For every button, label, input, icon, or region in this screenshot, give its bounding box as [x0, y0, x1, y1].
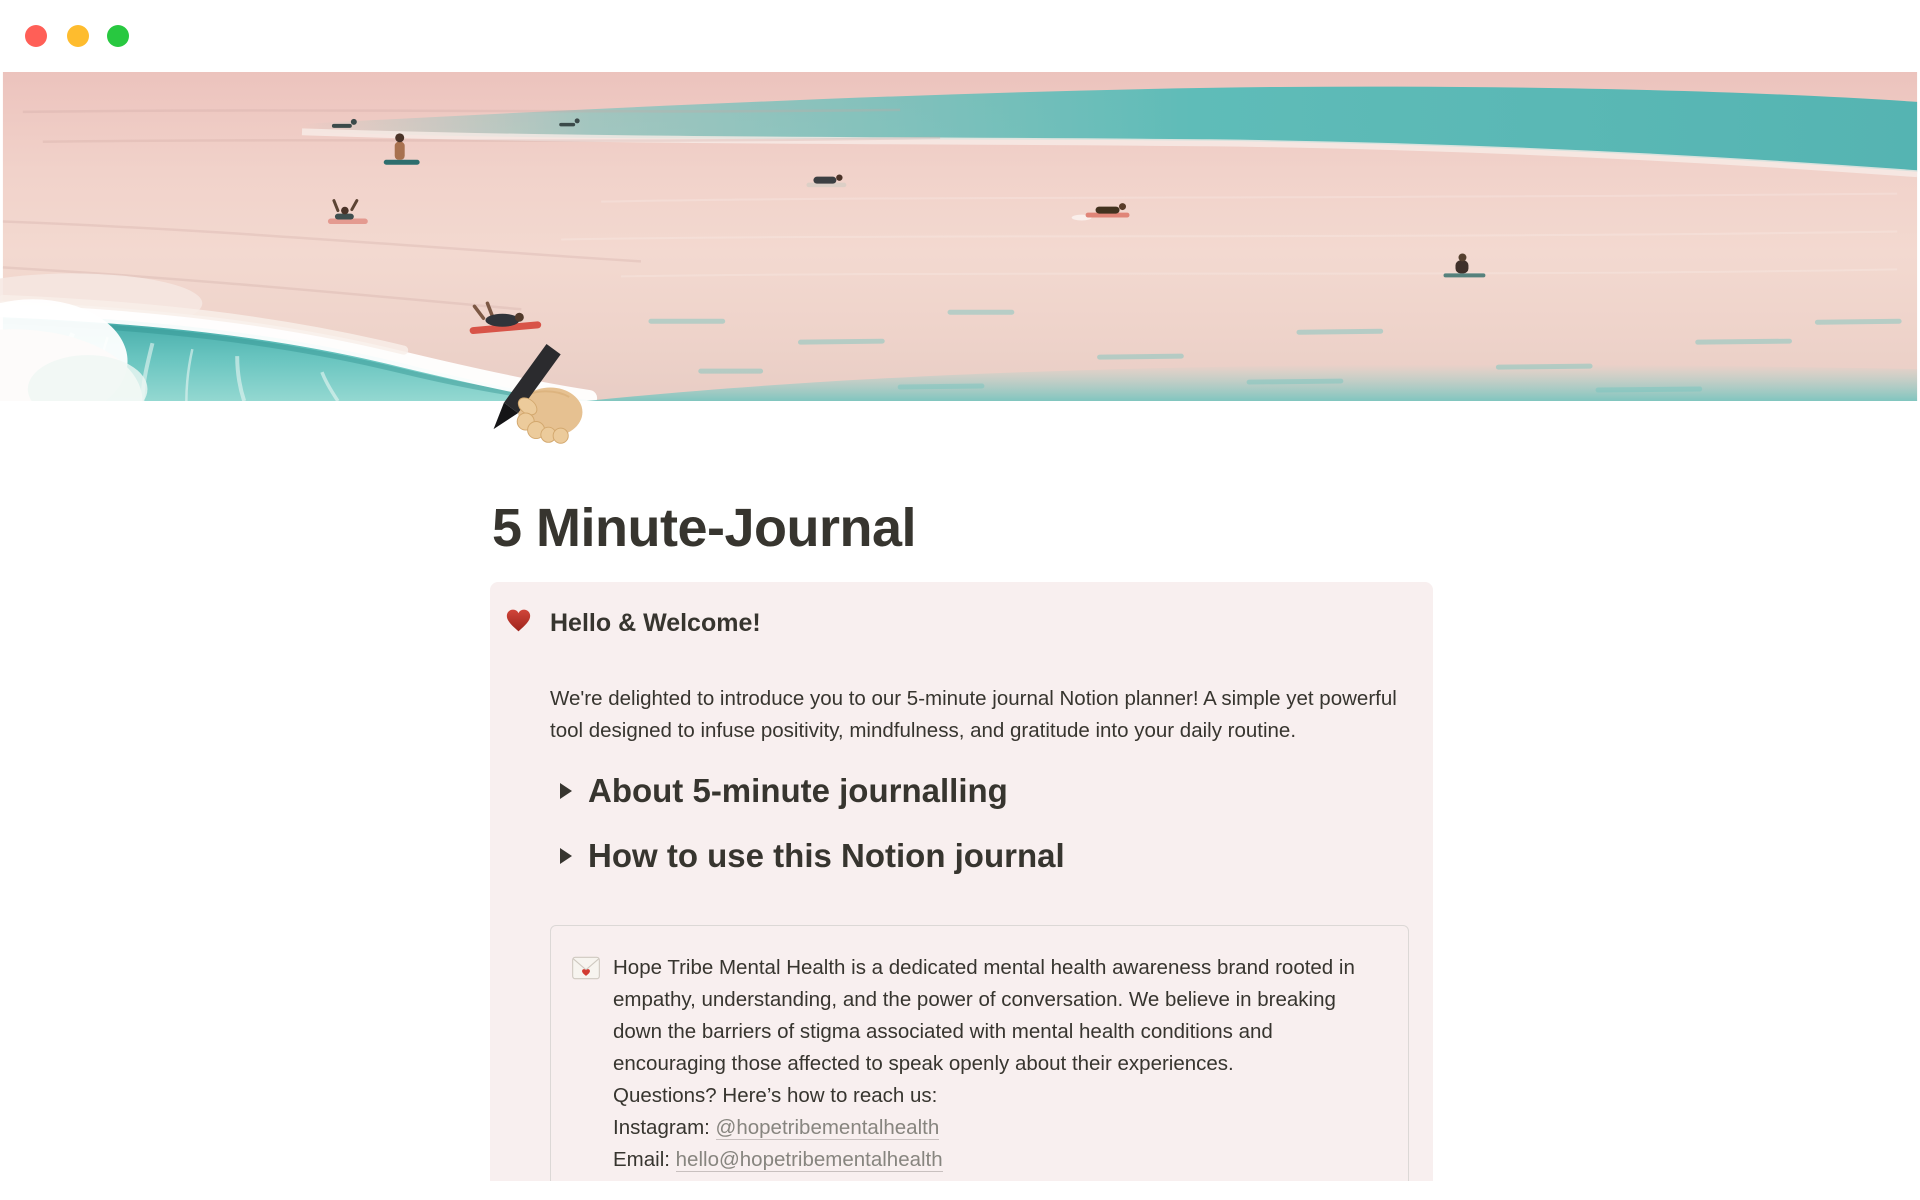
cover-image[interactable] — [0, 72, 1920, 401]
love-letter-icon — [572, 956, 600, 985]
welcome-heading: Hello & Welcome! — [550, 609, 761, 637]
instagram-link[interactable]: @hopetribementalhealth — [715, 1116, 940, 1139]
contact-intro: Questions? Here’s how to reach us: — [613, 1084, 938, 1107]
red-heart-icon — [505, 608, 532, 638]
intro-paragraph: We're delighted to introduce you to our 5-minute journal Notion planner! A simple yet powerful tool designed to infuse positivity, mindfulness, and gratitude into your daily routine. — [550, 687, 1397, 742]
contact-line-instagram — [613, 1112, 1384, 1144]
brand-paragraph: Hope Tribe Mental Health is a dedicated mental health awareness brand rooted in empathy, understanding, and the power of conversation. We believe in breaking down the barriers of stigma associated with mental health conditions and encouraging those affected to speak openly about their experiences. — [613, 956, 1355, 1075]
welcome-callout — [490, 582, 1433, 1181]
toggle-label: How to use this Notion journal — [588, 837, 1065, 874]
traffic-light-minimize-button[interactable] — [67, 25, 89, 47]
instagram-label: Instagram: — [613, 1116, 716, 1139]
email-link[interactable]: hello@hopetribementalhealth — [675, 1148, 943, 1171]
toggle-triangle-icon — [560, 783, 572, 799]
brand-callout — [550, 925, 1409, 1181]
toggle-about-journalling[interactable] — [550, 769, 1409, 813]
toggle-triangle-icon — [560, 848, 572, 864]
toggle-label: About 5-minute journalling — [588, 772, 1008, 809]
toggle-how-to-use[interactable] — [550, 834, 1409, 878]
page-icon-writing-hand-emoji[interactable] — [486, 344, 590, 448]
window-titlebar — [0, 0, 1920, 72]
contact-line-email — [613, 1144, 1384, 1176]
traffic-light-zoom-button[interactable] — [107, 25, 129, 47]
email-label: Email: — [613, 1148, 676, 1171]
page-title[interactable]: 5 Minute-Journal — [492, 498, 917, 558]
traffic-light-close-button[interactable] — [25, 25, 47, 47]
